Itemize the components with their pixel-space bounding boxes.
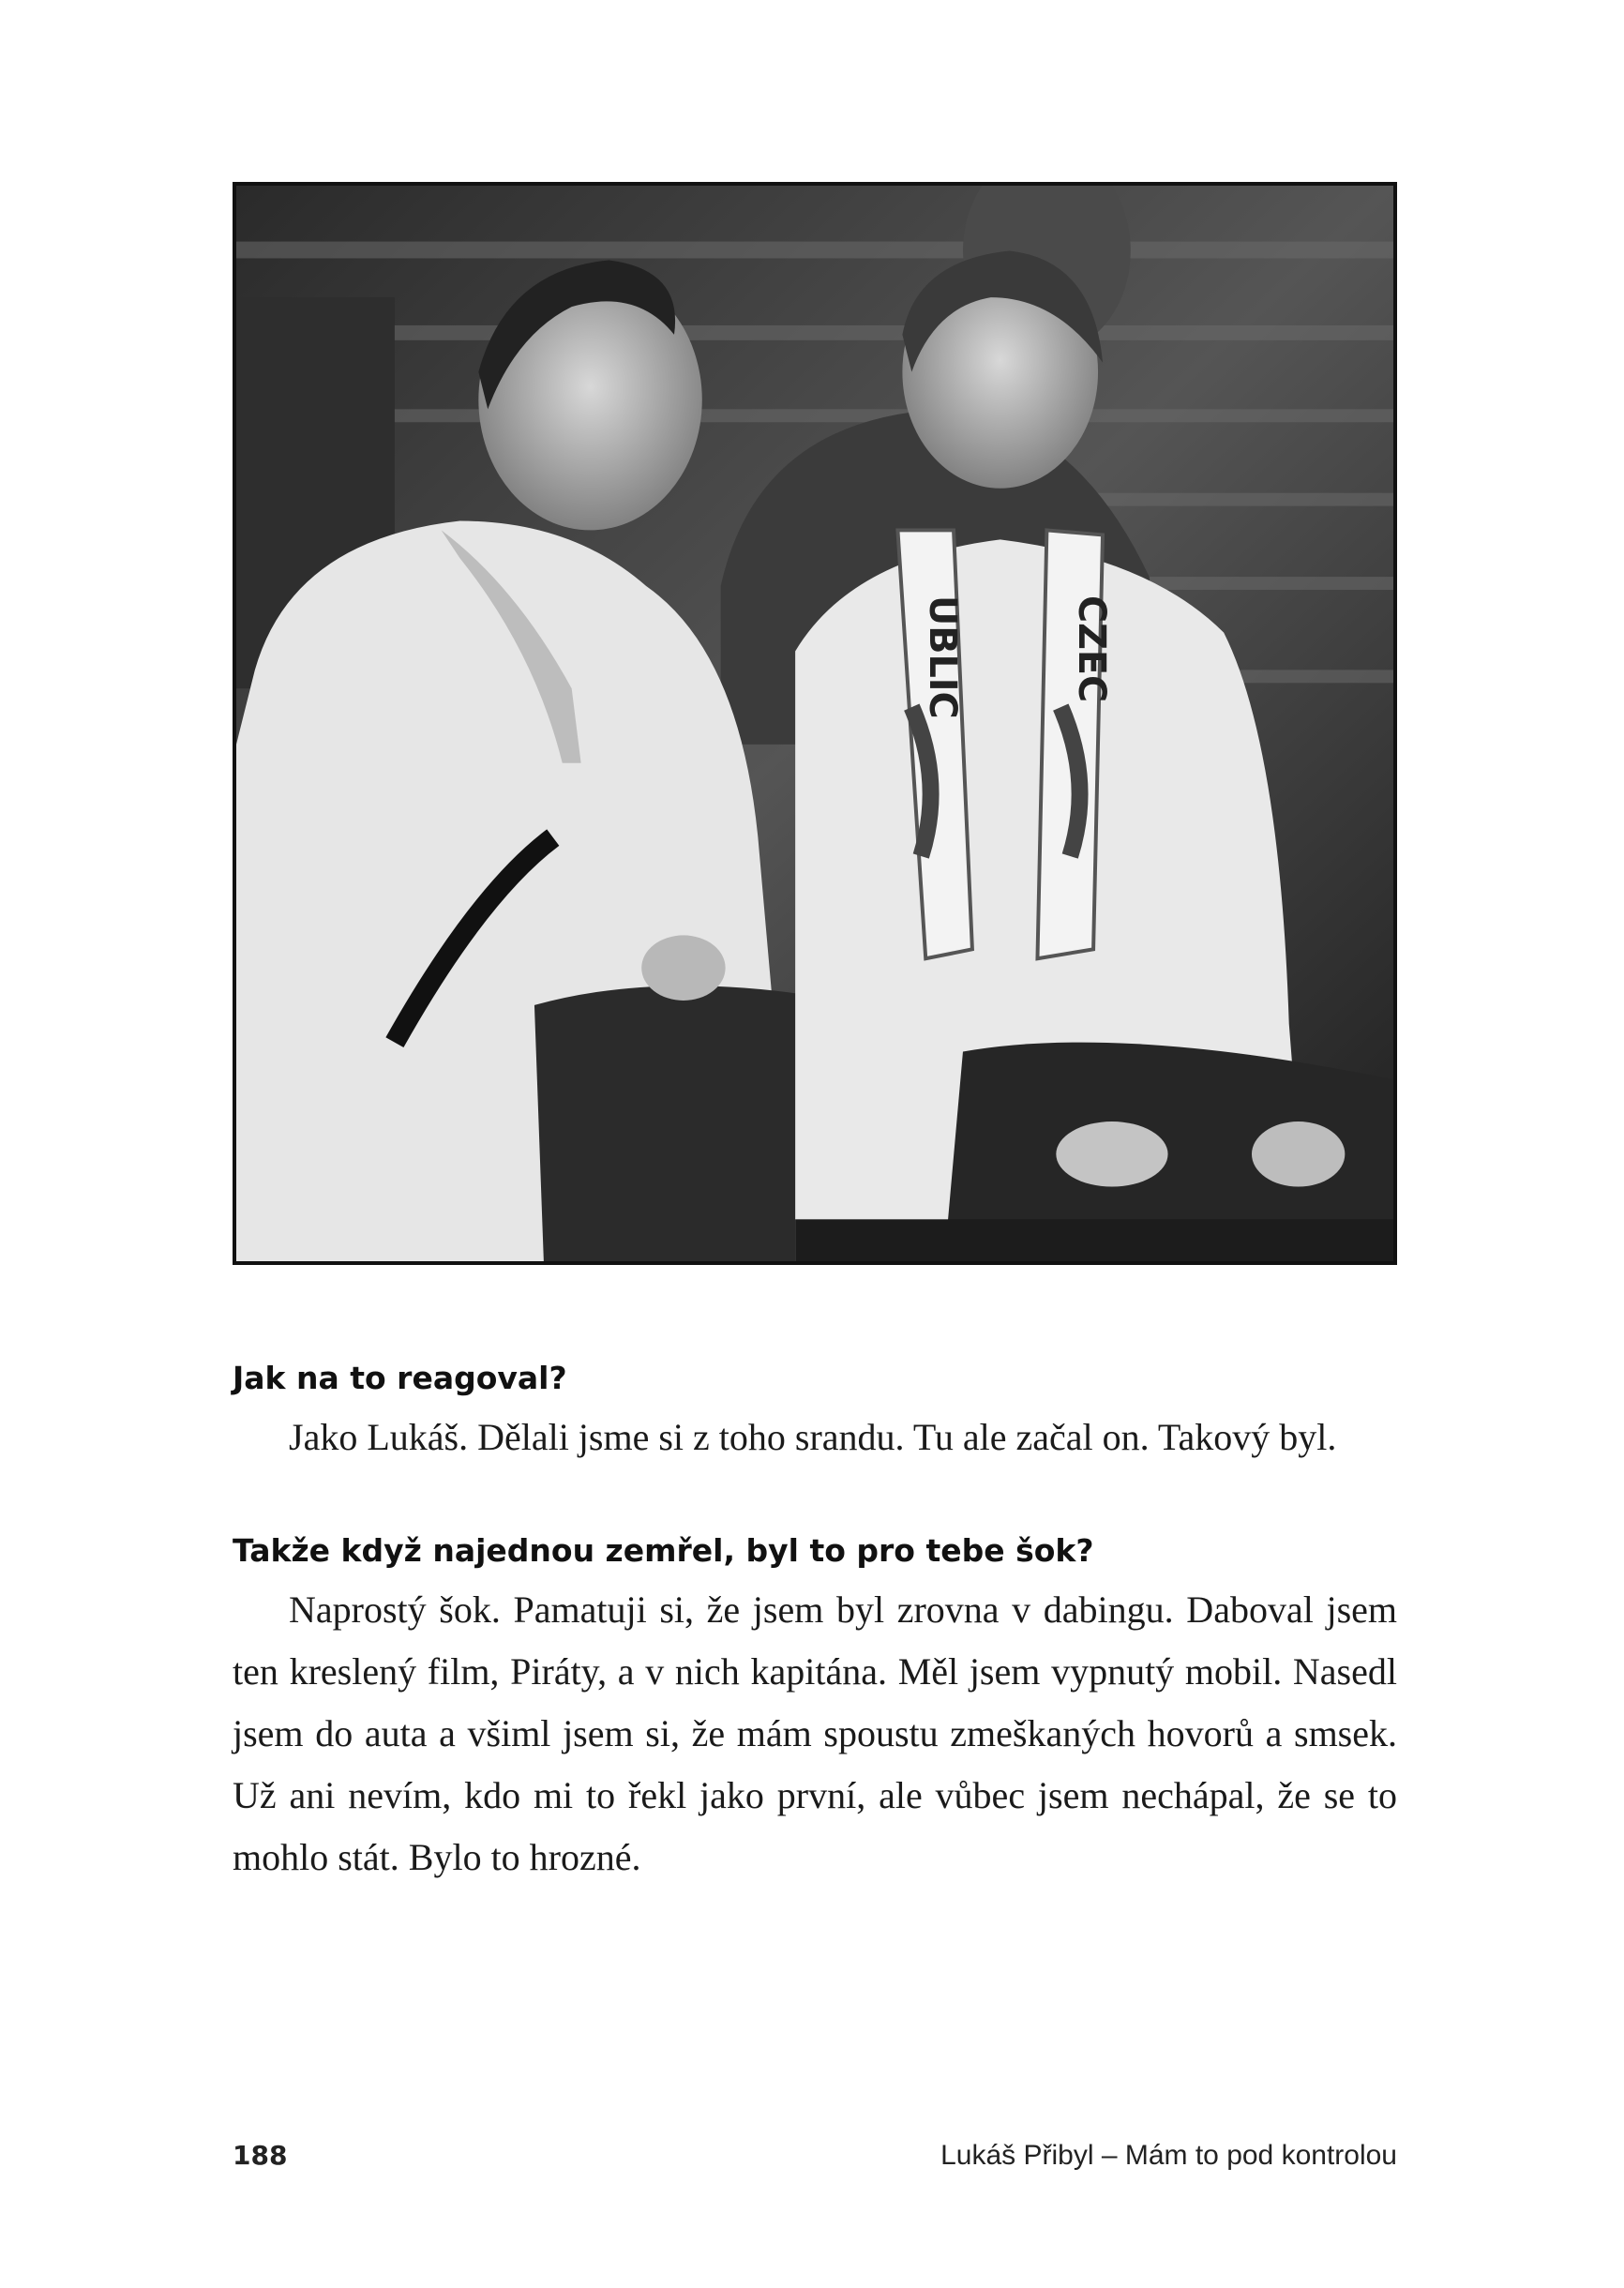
hand — [641, 935, 725, 1001]
answer-paragraph: Naprostý šok. Pamatuji si, že jsem byl zrovna v dabingu. Daboval jsem ten kreslený film, Piráty, a v nich kapitána. Měl jsem vypnutý mobil. Nasedl jsem do auta a všiml jsem si, že mám spoustu zmeškaných hovorů a smsek. Už ani nevím, kdo mi to řekl jako první, ale vůbec jsem nechápal, že se to mohlo stát. Bylo to hrozné. — [233, 1588, 1397, 1878]
photograph — [233, 182, 1397, 1265]
page-number: 188 — [233, 2140, 288, 2171]
question-heading: Jak na to reagoval? — [233, 1360, 567, 1396]
scarf-text-right: CZEC — [1070, 595, 1114, 703]
scarf-text-left: UBLIC — [921, 595, 965, 719]
page-footer — [233, 2140, 1397, 2181]
interview-text — [233, 1358, 1397, 1950]
qa-section — [233, 1358, 1397, 1468]
qa-section — [233, 1530, 1397, 1889]
running-title: Lukáš Přibyl – Mám to pod kontrolou — [940, 2140, 1397, 2171]
photo-illustration — [236, 186, 1393, 1261]
hand — [1252, 1121, 1345, 1187]
answer-paragraph: Jako Lukáš. Dělali jsme si z toho srandu. Tu ale začal on. Takový byl. — [289, 1416, 1337, 1458]
hand — [1056, 1121, 1167, 1187]
question-heading: Takže když najednou zemřel, byl to pro tebe šok? — [233, 1532, 1094, 1569]
